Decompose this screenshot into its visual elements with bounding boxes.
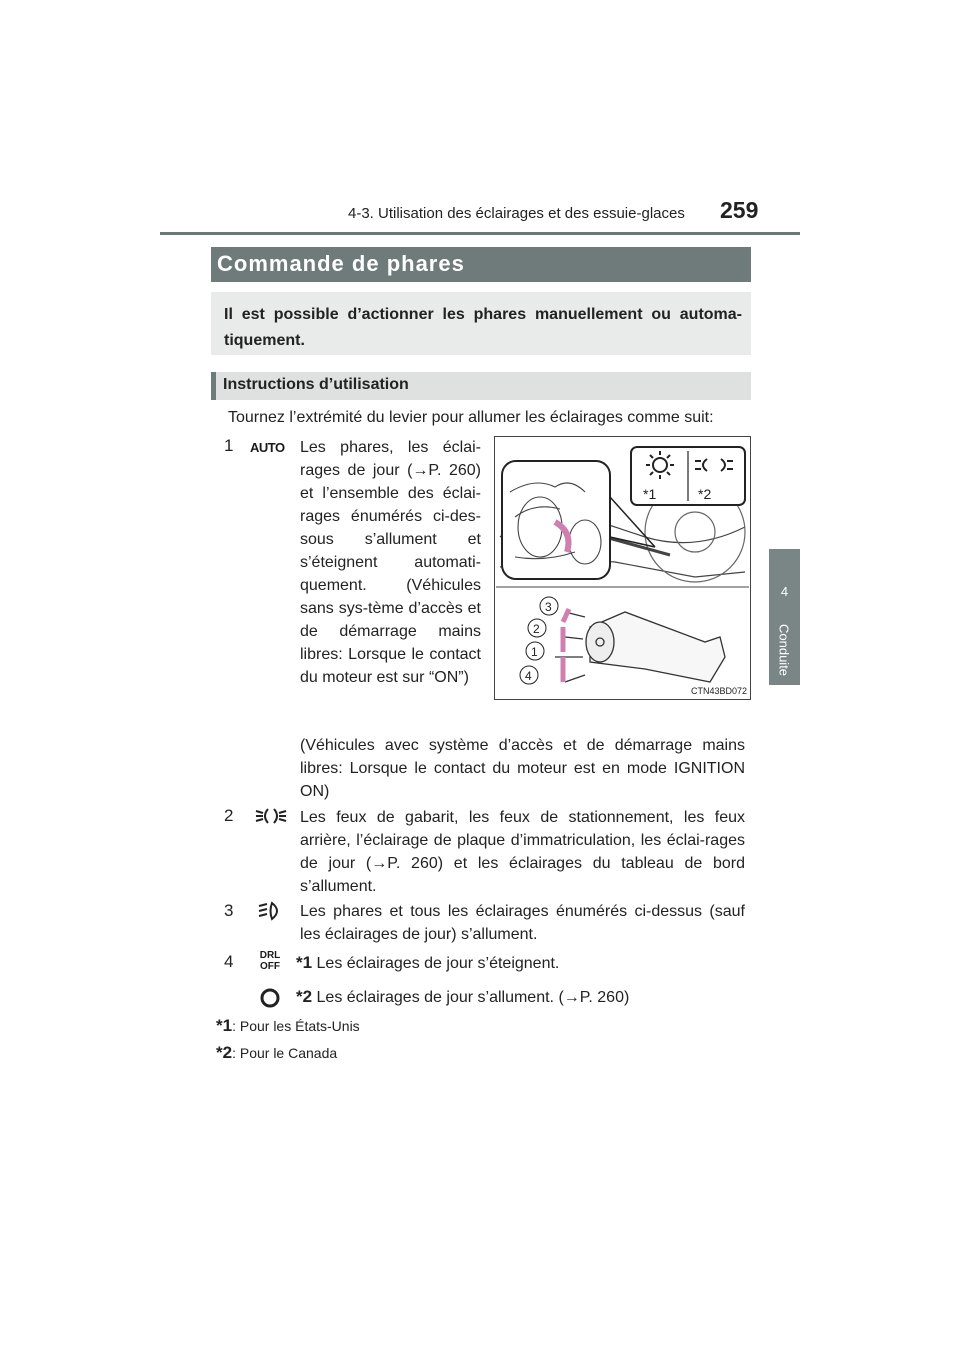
footnote-mark-2: *2 xyxy=(216,1043,233,1062)
item-text-1: Les phares, les éclai-rages de jour (→P. 260) et l’ensemble des éclai-rages énumérés ci-des-sous s’allument et s’éteignent automati-quement. (Véhicules sans sys-tème d’accès et de démarrage mains libres: Lorsque le contact du moteur est sur “ON”) xyxy=(300,439,481,686)
item-number-3: 3 xyxy=(224,901,234,920)
parking-lights-icon xyxy=(254,806,288,831)
footnote-2 xyxy=(216,1043,337,1063)
headlight-lever-figure xyxy=(494,436,751,700)
figure-mark-1: *1 xyxy=(643,486,657,502)
item-text-4b-body: Les éclairages de jour s’allument. (→P. 260) xyxy=(316,989,630,1006)
note-mark-2: *2 xyxy=(296,987,313,1006)
callout-3: 3 xyxy=(545,600,552,614)
item-text-4b xyxy=(296,985,741,1009)
footnote-text-1: : Pour les États-Unis xyxy=(232,1018,360,1034)
item-text-3: Les phares et tous les éclairages énumérés ci-dessus (sauf les éclairages de jour) s’allument. xyxy=(300,903,745,943)
subsection-title: Instructions d’utilisation xyxy=(223,376,409,393)
note-mark-1: *1 xyxy=(296,953,313,972)
intro-text: Il est possible d’actionner les phares manuellement ou automa-tiquement. xyxy=(224,306,742,349)
callout-1: 1 xyxy=(531,645,538,659)
section-title: Commande de phares xyxy=(217,251,465,276)
header-rule xyxy=(160,232,800,235)
footnote-mark-1: *1 xyxy=(216,1016,233,1035)
item-number-4: 4 xyxy=(224,952,234,971)
figure-code: CTN43BD072 xyxy=(691,686,748,696)
lead-text: Tournez l’extrémité du levier pour allumer les éclairages comme suit: xyxy=(228,409,714,426)
page-number: 259 xyxy=(720,197,759,223)
callout-4: 4 xyxy=(525,669,532,683)
chapter-label: Conduite xyxy=(776,623,792,677)
item-text-4a xyxy=(296,951,741,975)
callout-2: 2 xyxy=(533,622,540,636)
footnote-1 xyxy=(216,1016,360,1036)
item-text-4a-body: Les éclairages de jour s’éteignent. xyxy=(316,955,560,972)
item-number-2: 2 xyxy=(224,806,234,825)
item-text-1-continued: (Véhicules avec système d’accès et de démarrage mains libres: Lorsque le contact du moteur est en mode IGNITION ON) xyxy=(300,737,745,800)
subsection-accent xyxy=(211,372,216,400)
auto-icon: AUTO xyxy=(250,440,285,455)
figure-mark-2: *2 xyxy=(698,486,712,502)
running-header: 4-3. Utilisation des éclairages et des essuie-glaces xyxy=(348,205,685,222)
drl-off-icon: DRL OFF xyxy=(259,950,281,972)
lever-illustration xyxy=(495,437,750,699)
item-number-1: 1 xyxy=(224,436,234,455)
drl-on-icon xyxy=(260,988,280,1013)
headlights-icon xyxy=(256,900,284,927)
item-text-2: Les feux de gabarit, les feux de stationnement, les feux arrière, l’éclairage de plaque d’immatriculation, les éclai-rages de jour (→P. 260) et les éclairages du tableau de bord s’allument. xyxy=(300,809,745,895)
footnote-text-2: : Pour le Canada xyxy=(232,1045,338,1061)
chapter-number: 4 xyxy=(780,584,789,599)
